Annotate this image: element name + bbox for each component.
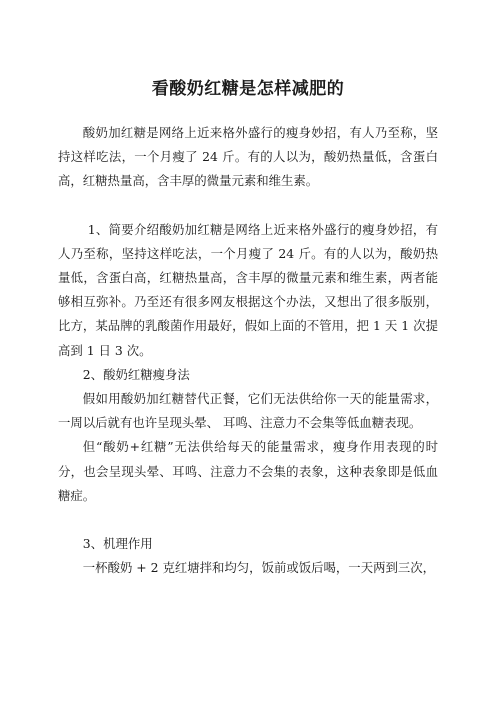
paragraph-section-3: 一杯酸奶 + 2 克红塘拌和均匀，饭前或饭后喝，一天两到三次， xyxy=(82,560,436,576)
paragraph-section-1: 1、简要介绍酸奶加红糖是网络上近来格外盛行的瘦身妙招，有人乃至称，坚持这样吃法，一个月瘦了 24 斤。有的人以为，酸奶热量低，含蛋白高，红糖热量高，含丰厚的微量元素和维生素，两者能够相互弥补。乃至还有很多网友根据这个办法，又想出了很多版别，比方，某品牌的乳酸菌作用最好，假如上面的不管用，把 1 天 1 次提高到 1 日 3 次。 xyxy=(58,221,438,358)
heading-section-3: 3、机理作用 xyxy=(82,536,153,552)
paragraph-section-2-b: 但“酸奶+红糖”无法供给每天的能量需求，瘦身作用表现的时分，也会呈现头晕、耳鸣、注意力不会集的表象，这种表象即是低血糖症。 xyxy=(58,439,438,503)
heading-section-2: 2、酸奶红糖瘦身法 xyxy=(82,366,190,382)
paragraph-section-2-a: 假如用酸奶加红糖替代正餐，它们无法供给你一天的能量需求，一周以后就有也许呈现头晕、 耳鸣、注意力不会集等低血糖表现。 xyxy=(58,391,438,431)
paragraph-intro: 酸奶加红糖是网络上近来格外盛行的瘦身妙招，有人乃至称，坚持这样吃法，一个月瘦了 24 斤。有的人以为，酸奶热量低，含蛋白高，红糖热量高，含丰厚的微量元素和维生素。 xyxy=(58,125,438,189)
document-title: 看酸奶红糖是怎样减肥的 xyxy=(151,79,345,99)
